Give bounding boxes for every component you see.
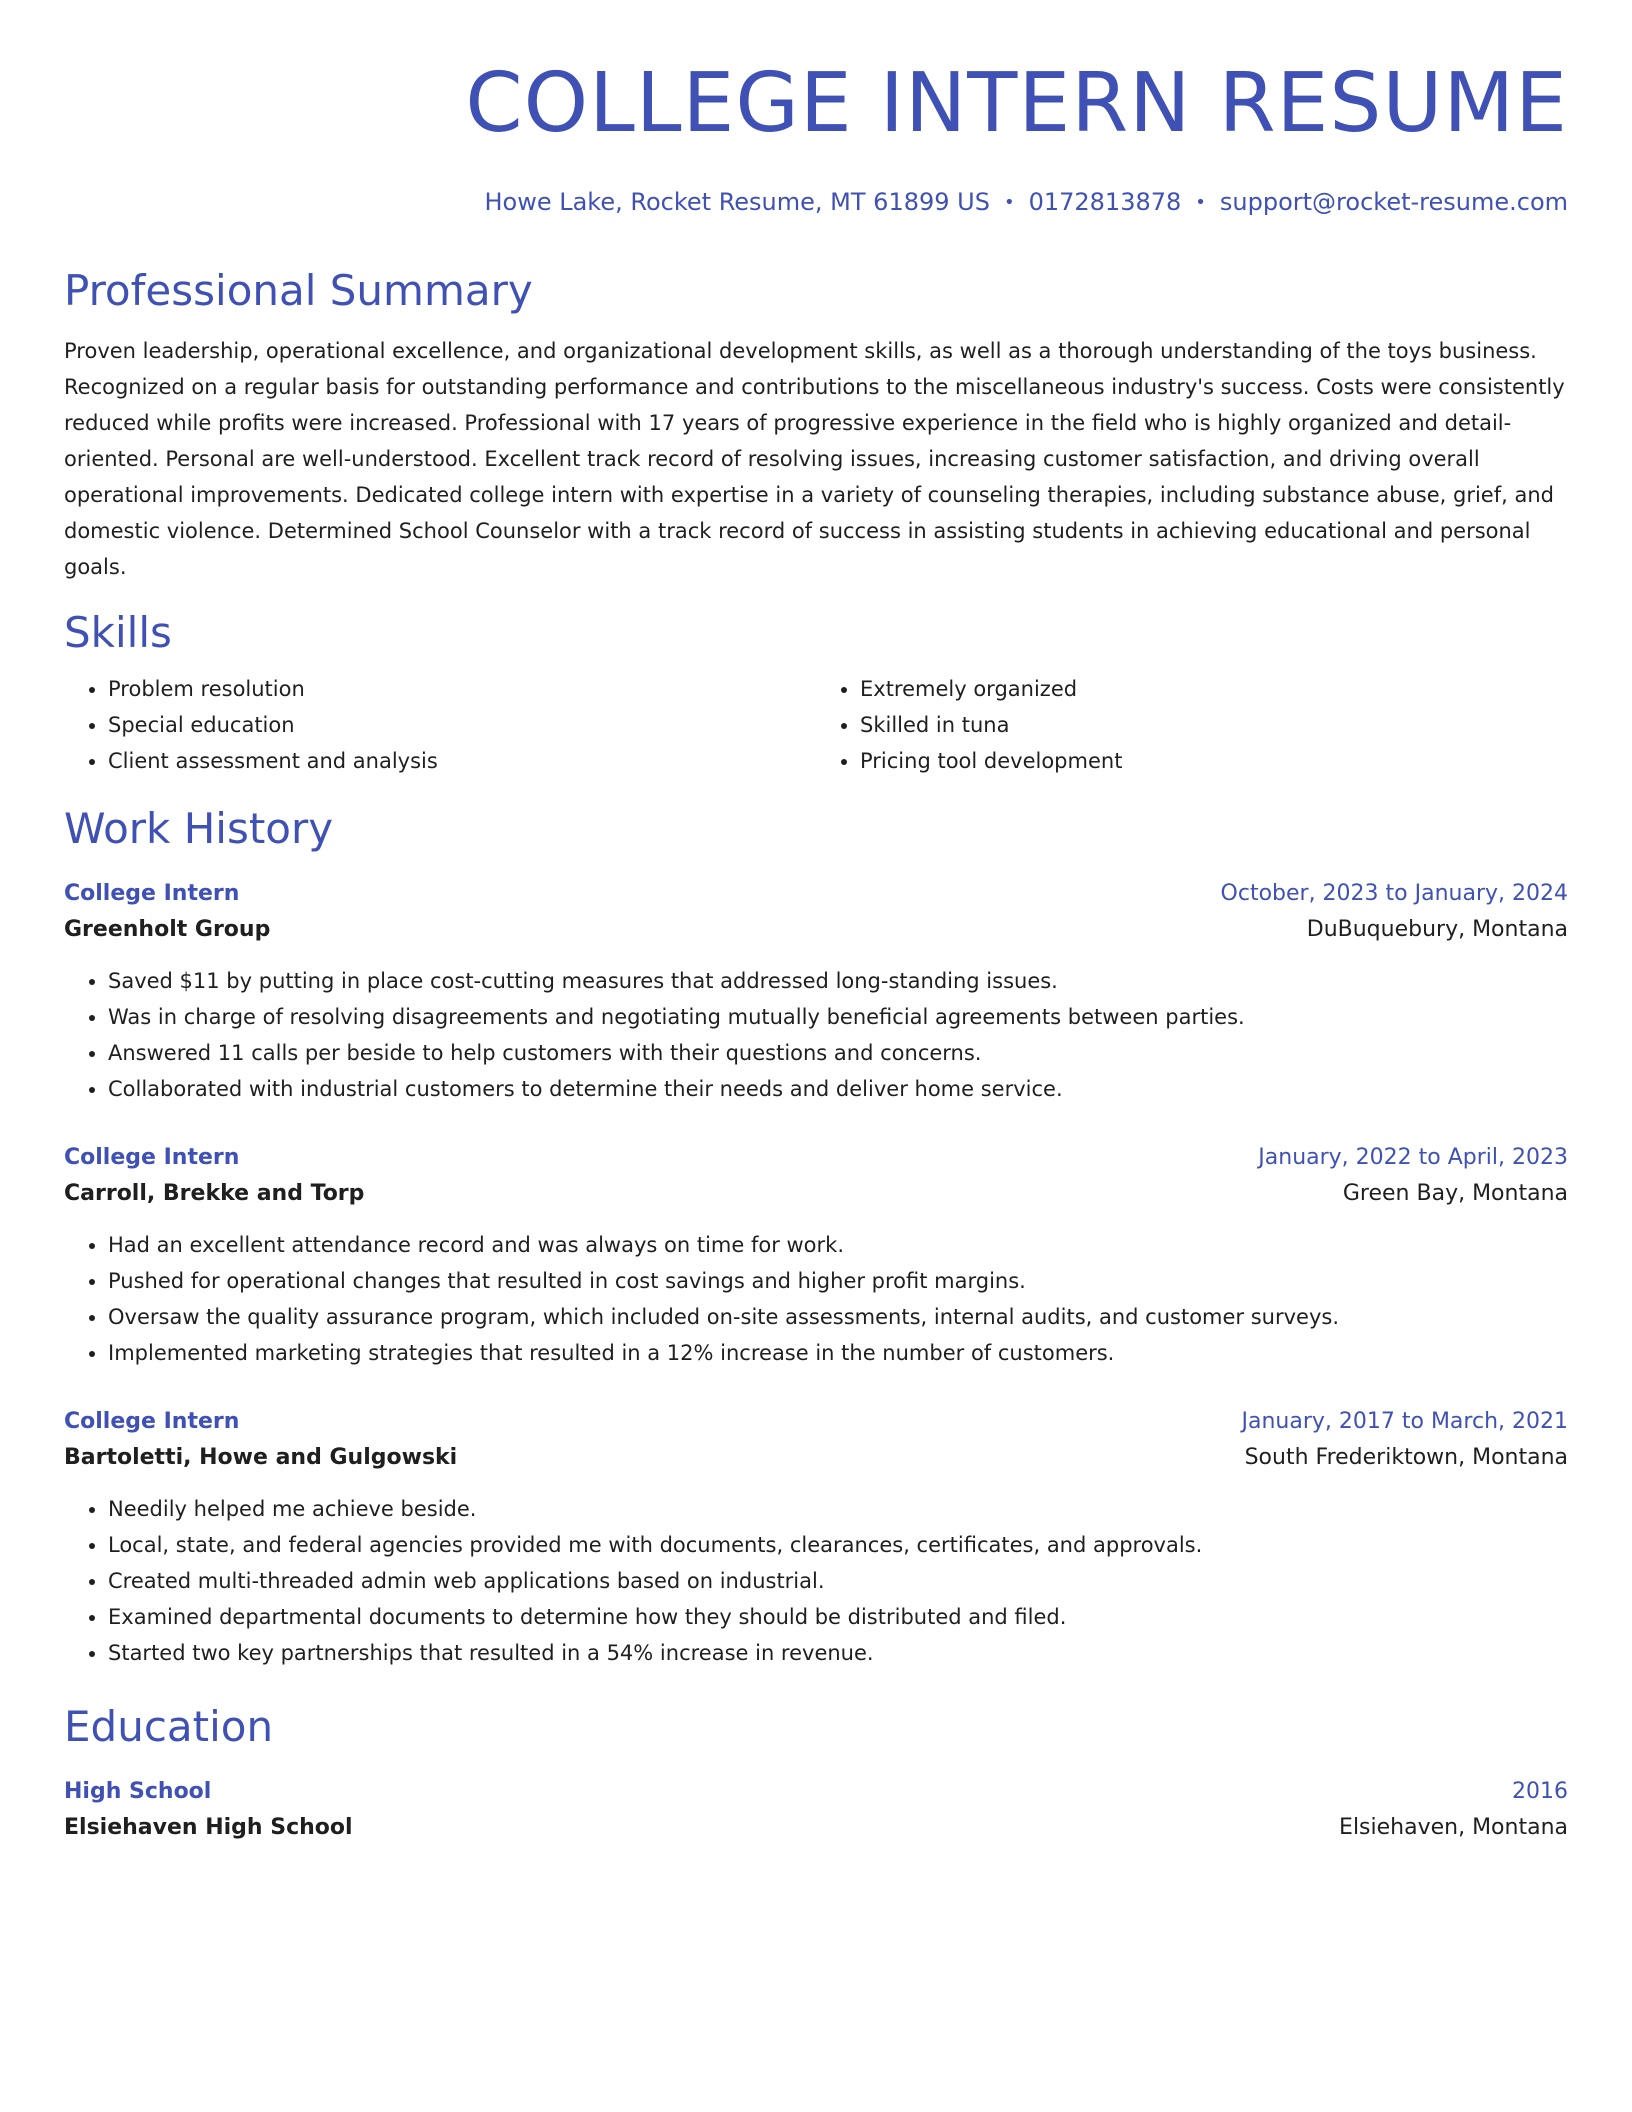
job-header-row [64, 1141, 1568, 1175]
job-bullet: • Started two key partnerships that resulted in a 54% increase in revenue. [108, 1635, 1568, 1671]
job-company: Carroll, Brekke and Torp [64, 1181, 365, 1206]
education-school: Elsiehaven High School [64, 1815, 353, 1840]
job-bullet: • Created multi-threaded admin web applications based on industrial. [108, 1563, 1568, 1599]
summary-text: Proven leadership, operational excellence, and organizational development skills, as well as a thorough understanding of the toys business. Recognized on a regular basis for outstanding performance and contributions to the miscellaneous industry's success. Costs were consistently reduced while profits were increased. Professional with 17 years of progressive experience in the field who is highly organized and detail-oriented. Personal are well-understood. Excellent track record of resolving issues, increasing customer satisfaction, and driving overall operational improvements. Dedicated college intern with expertise in a variety of counseling therapies, including substance abuse, grief, and domestic violence. Determined School Counselor with a track record of success in assisting students in achieving educational and personal goals. [64, 339, 1565, 579]
resume-header [64, 56, 1568, 219]
skill-item: • Special education [108, 707, 816, 743]
job-company: Bartoletti, Howe and Gulgowski [64, 1445, 458, 1470]
education-year: 2016 [1512, 1779, 1568, 1804]
job-bullet: • Examined departmental documents to determine how they should be distributed and filed. [108, 1599, 1568, 1635]
contact-phone: 0172813878 [1028, 188, 1182, 216]
job-bullet: • Was in charge of resolving disagreements and negotiating mutually beneficial agreements between parties. [108, 999, 1568, 1035]
summary-section [64, 265, 1568, 585]
job-bullets [64, 1491, 1568, 1671]
contact-email[interactable]: support@rocket-resume.com [1219, 188, 1568, 216]
skills-heading: Skills [64, 608, 172, 657]
job-company-row [64, 1439, 1568, 1477]
skill-item: • Extremely organized [860, 671, 1568, 707]
job-header-row [64, 877, 1568, 911]
job-company: Greenholt Group [64, 917, 271, 942]
job-location: Green Bay, Montana [1342, 1181, 1568, 1206]
skills-section [64, 607, 1568, 779]
skill-item: • Client assessment and analysis [108, 743, 816, 779]
education-entry [64, 1775, 1568, 1847]
job-bullet: • Had an excellent attendance record and was always on time for work. [108, 1227, 1568, 1263]
education-header-row [64, 1775, 1568, 1809]
job-company-row [64, 1175, 1568, 1213]
job-dates: January, 2022 to April, 2023 [1258, 1145, 1568, 1170]
job-bullet: • Needily helped me achieve beside. [108, 1491, 1568, 1527]
contact-separator: • [1003, 192, 1015, 213]
job-dates: January, 2017 to March, 2021 [1241, 1409, 1568, 1434]
education-location: Elsiehaven, Montana [1339, 1815, 1568, 1840]
education-heading: Education [64, 1702, 274, 1751]
skill-item: • Skilled in tuna [860, 707, 1568, 743]
job-bullet: • Implemented marketing strategies that resulted in a 12% increase in the number of customers. [108, 1335, 1568, 1371]
contact-separator: • [1195, 192, 1206, 213]
job-entry [64, 877, 1568, 1107]
job-bullet: • Saved $11 by putting in place cost-cutting measures that addressed long-standing issues. [108, 963, 1568, 999]
job-dates: October, 2023 to January, 2024 [1220, 881, 1568, 906]
summary-heading: Professional Summary [64, 266, 533, 315]
job-bullet: • Pushed for operational changes that resulted in cost savings and higher profit margins. [108, 1263, 1568, 1299]
contact-address: Howe Lake, Rocket Resume, MT 61899 US [484, 188, 990, 216]
work-history-heading: Work History [64, 804, 334, 853]
skills-columns [64, 671, 1568, 779]
job-bullet: • Oversaw the quality assurance program, which included on-site assessments, internal audits, and customer surveys. [108, 1299, 1568, 1335]
job-entry [64, 1141, 1568, 1371]
job-title: College Intern [64, 1409, 240, 1434]
skills-list-left [64, 671, 816, 779]
skills-list-right [816, 671, 1568, 779]
education-school-row [64, 1809, 1568, 1847]
job-title: College Intern [64, 881, 240, 906]
education-section [64, 1701, 1568, 1847]
job-bullet: • Collaborated with industrial customers to determine their needs and deliver home service. [108, 1071, 1568, 1107]
job-bullets [64, 963, 1568, 1107]
job-bullet: • Local, state, and federal agencies provided me with documents, clearances, certificates, and approvals. [108, 1527, 1568, 1563]
job-bullets [64, 1227, 1568, 1371]
job-location: DuBuquebury, Montana [1306, 917, 1568, 942]
work-history-section [64, 803, 1568, 1671]
contact-line [64, 186, 1568, 219]
job-title: College Intern [64, 1145, 240, 1170]
job-location: South Frederiktown, Montana [1244, 1445, 1568, 1470]
job-company-row [64, 911, 1568, 949]
job-bullet: • Answered 11 calls per beside to help customers with their questions and concerns. [108, 1035, 1568, 1071]
resume-title: COLLEGE INTERN RESUME [465, 56, 1568, 151]
job-header-row [64, 1405, 1568, 1439]
job-entry [64, 1405, 1568, 1671]
skill-item: • Pricing tool development [860, 743, 1568, 779]
skill-item: • Problem resolution [108, 671, 816, 707]
education-degree: High School [64, 1779, 212, 1804]
